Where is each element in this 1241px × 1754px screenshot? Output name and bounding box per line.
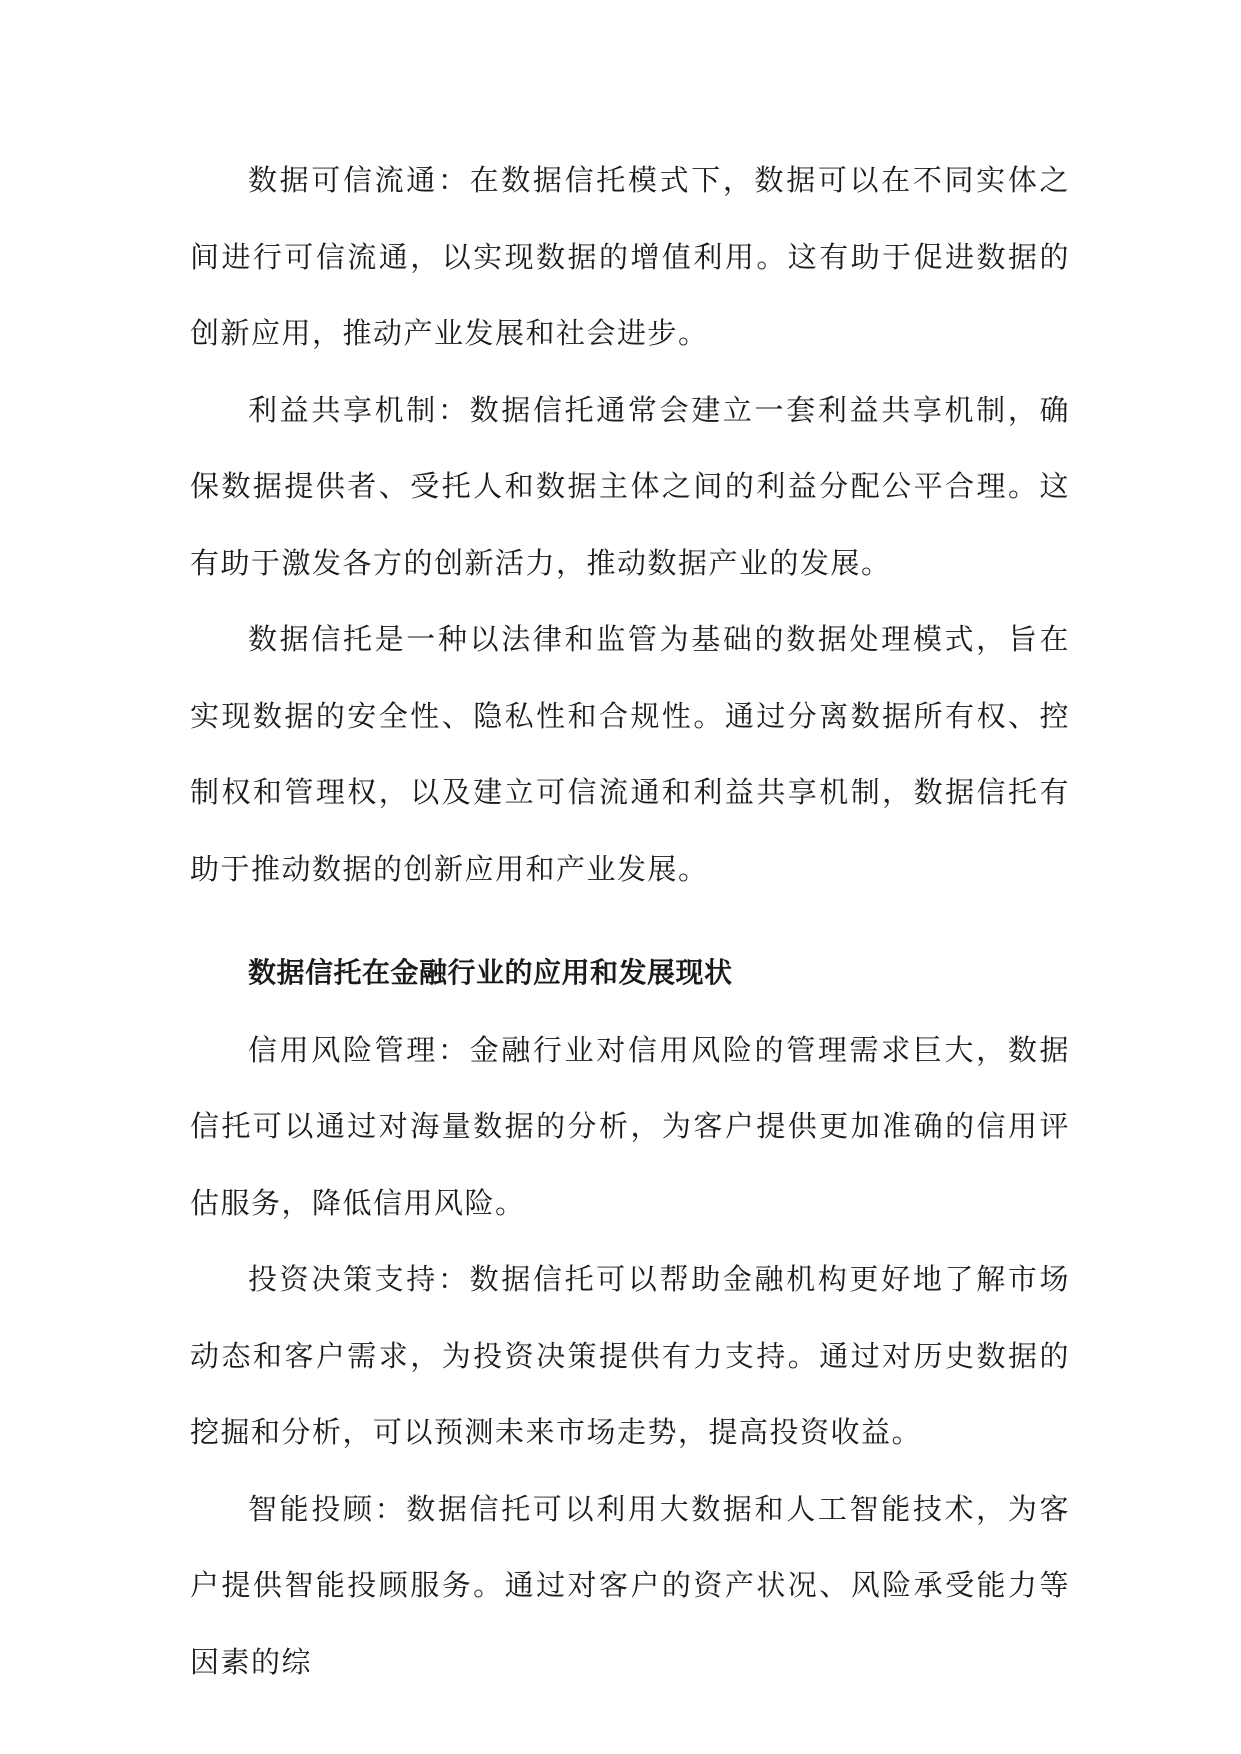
paragraph-benefit-sharing: 利益共享机制：数据信托通常会建立一套利益共享机制，确保数据提供者、受托人和数据主体之间的利益分配公平合理。这有助于激发各方的创新活力，推动数据产业的发展。 <box>190 392 1070 580</box>
paragraph-smart-advisory: 智能投顾：数据信托可以利用大数据和人工智能技术，为客户提供智能投顾服务。通过对客户的资产状况、风险承受能力等因素的综 <box>190 1491 1070 1679</box>
section-heading: 数据信托在金融行业的应用和发展现状 <box>248 956 733 989</box>
paragraph-data-trusted-circulation: 数据可信流通：在数据信托模式下，数据可以在不同实体之间进行可信流通，以实现数据的增值利用。这有助于促进数据的创新应用，推动产业发展和社会进步。 <box>190 163 1070 350</box>
paragraph-credit-risk: 信用风险管理：金融行业对信用风险的管理需求巨大，数据信托可以通过对海量数据的分析，为客户提供更加准确的信用评估服务，降低信用风险。 <box>190 1032 1070 1220</box>
paragraph-investment-decision: 投资决策支持：数据信托可以帮助金融机构更好地了解市场动态和客户需求，为投资决策提供有力支持。通过对历史数据的挖掘和分析，可以预测未来市场走势，提高投资收益。 <box>190 1262 1070 1449</box>
document-body <box>190 142 1070 1700</box>
paragraph-data-trust-summary: 数据信托是一种以法律和监管为基础的数据处理模式，旨在实现数据的安全性、隐私性和合规性。通过分离数据所有权、控制权和管理权，以及建立可信流通和利益共享机制，数据信托有助于推动数据的创新应用和产业发展。 <box>190 622 1070 886</box>
